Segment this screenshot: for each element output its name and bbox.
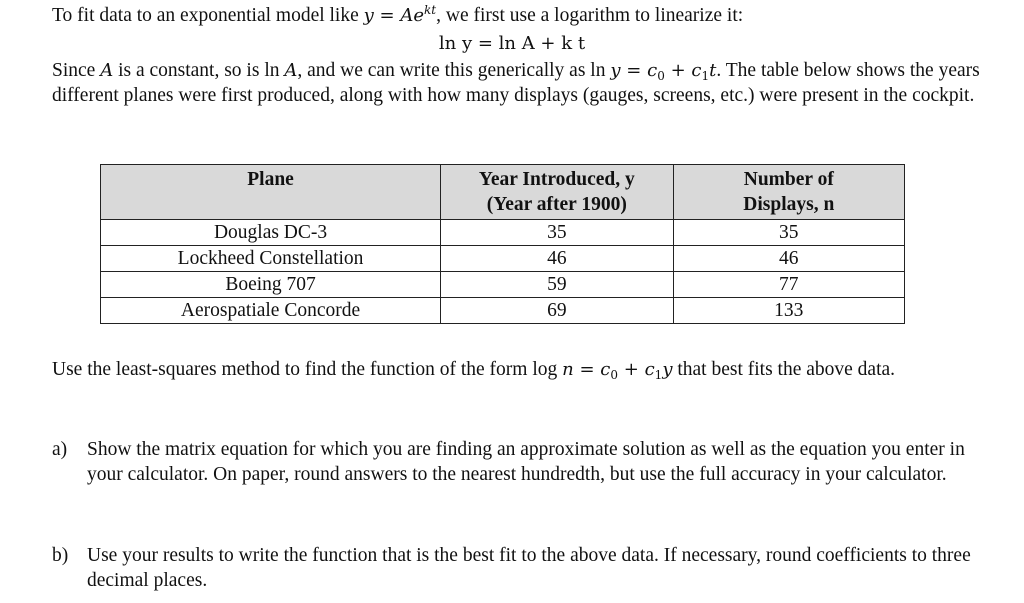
question-b-text: Use your results to write the function that is the best fit to the above data. If necessary, round coefficients to three decimal places. xyxy=(87,545,971,591)
intro-text-2: , we first use a logarithm to linearize it: xyxy=(436,5,744,26)
question-a-text: Show the matrix equation for which you are finding an approximate solution as well as the equation you enter in your calculator. On paper, round answers to the nearest hundredth, but use the full accuracy in your calculator. xyxy=(87,439,965,485)
table-row: Douglas DC-3 35 35 xyxy=(101,220,905,246)
task-equation: $n = c_0 + c_1y$ xyxy=(562,359,673,382)
model-equation: $y = Ae^{kt}$ xyxy=(363,3,437,26)
since-paragraph: Since A is a constant, so is ln A, and we can write this generically as $\ln y = c_0 + c_1t$. The table below shows the years different planes were first produced, along with how many displays (gauges, screens, etc.) were present in the cockpit. xyxy=(52,60,980,106)
table-row: Lockheed Constellation 46 46 xyxy=(101,246,905,272)
table-row: Boeing 707 59 77 xyxy=(101,272,905,298)
task-paragraph: Use the least-squares method to find the function of the form $\log n = c_0 + c_1y$ that best fits the above data. xyxy=(52,359,896,382)
header-plane: Plane xyxy=(101,165,441,220)
question-b-label: b) xyxy=(52,545,69,566)
intro-text-1: To fit data to an exponential model like xyxy=(52,5,359,26)
planes-table xyxy=(100,164,905,324)
table-row: Aerospatiale Concorde 69 133 xyxy=(101,298,905,324)
question-a-label: a) xyxy=(52,439,68,460)
generic-equation: $y = c_0 + c_1t$ xyxy=(610,60,717,83)
header-displays: Number of Displays, n xyxy=(673,165,904,220)
intro-line xyxy=(52,3,992,28)
header-year: Year Introduced, y (Year after 1900) xyxy=(441,165,673,220)
linearized-equation: ln y = ln A + k t xyxy=(438,33,586,54)
